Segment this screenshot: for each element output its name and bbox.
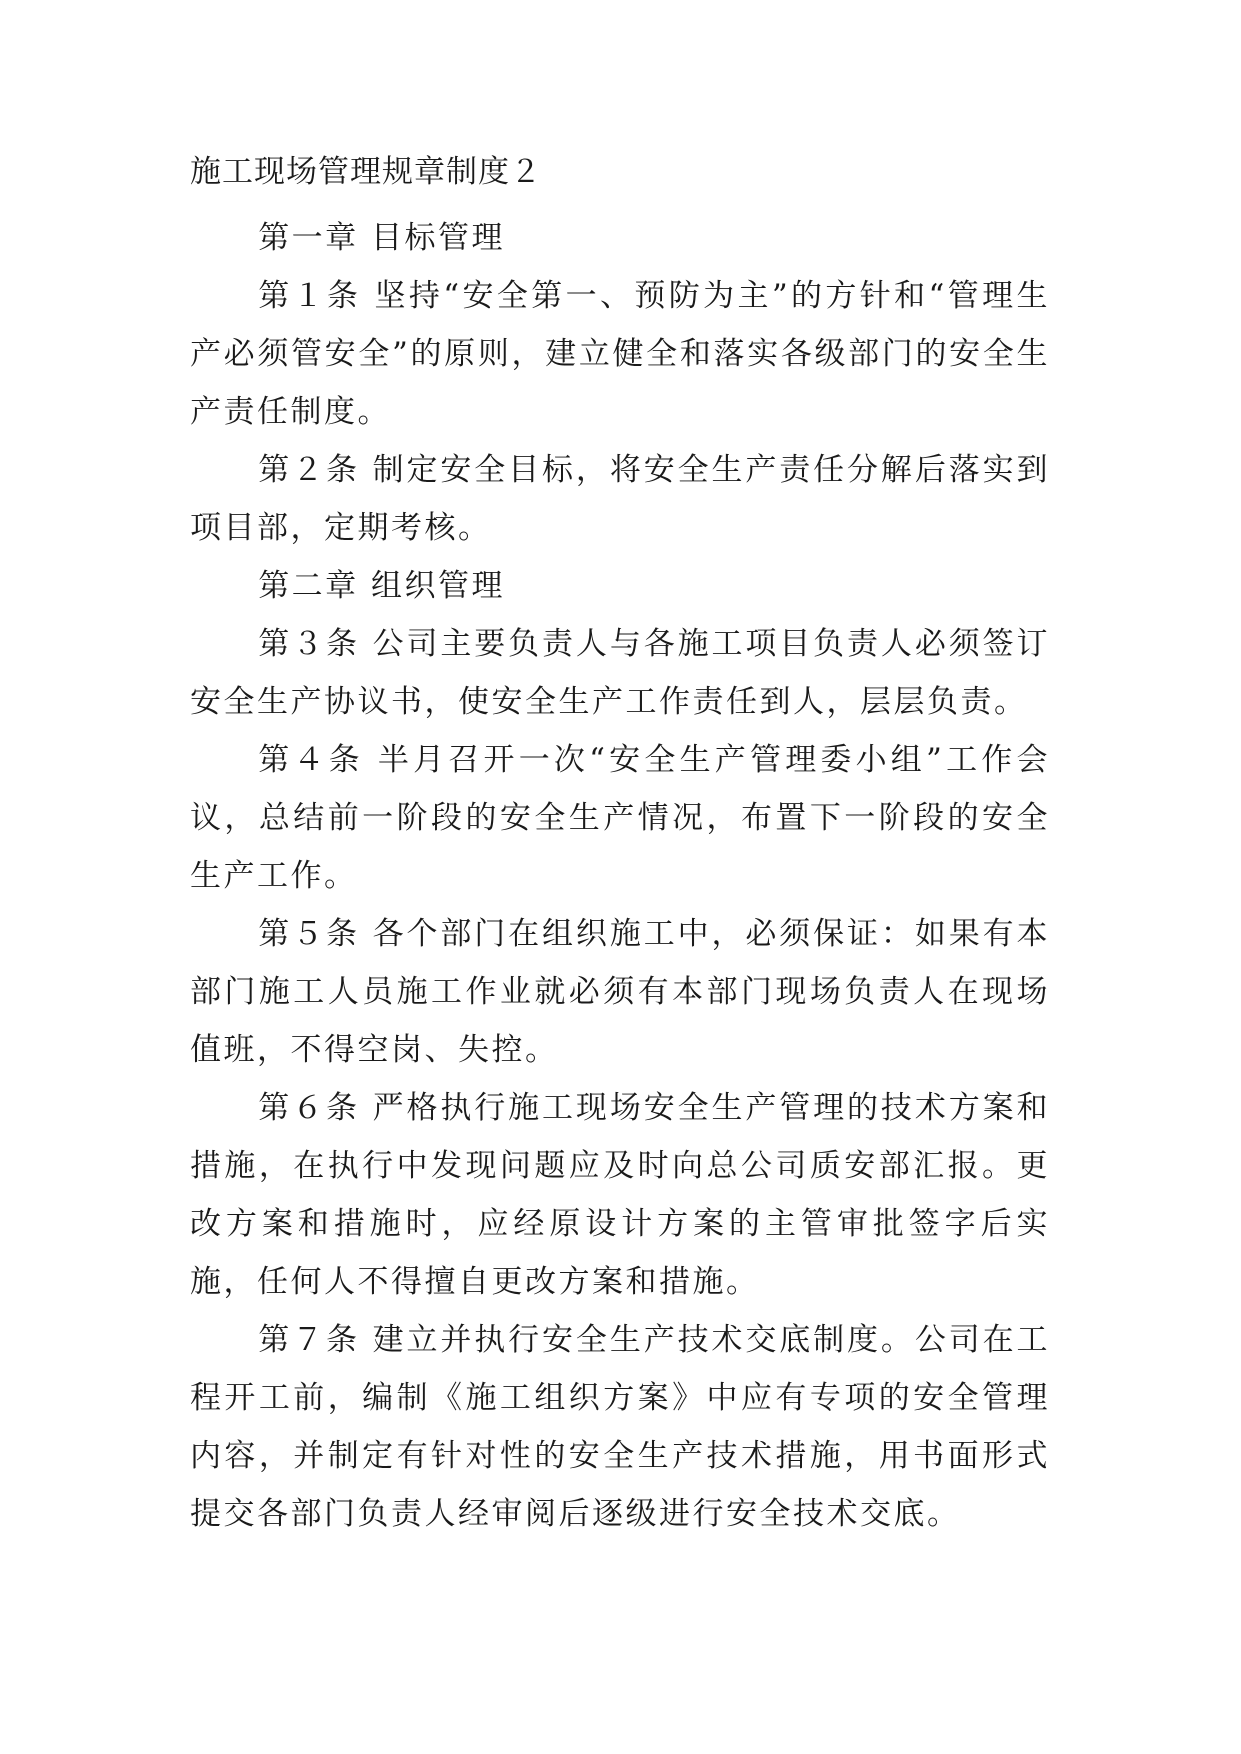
document-page [190,152,1050,1543]
article-5: 第５条 各个部门在组织施工中，必须保证：如果有本部门施工人员施工作业就必须有本部门现场负责人在现场值班，不得空岗、失控。 [190,916,1050,1068]
chapter-heading-1: 第一章 目标管理 [258,220,506,256]
article-7: 第７条 建立并执行安全生产技术交底制度。公司在工程开工前，编制《施工组织方案》中应有专项的安全管理内容，并制定有针对性的安全生产技术措施，用书面形式提交各部门负责人经审阅后逐级进行安全技术交底。 [190,1322,1050,1532]
article-3: 第３条 公司主要负责人与各施工项目负责人必须签订安全生产协议书，使安全生产工作责任到人，层层负责。 [190,626,1050,720]
chapter-heading-2: 第二章 组织管理 [258,568,506,604]
article-2: 第２条 制定安全目标，将安全生产责任分解后落实到项目部，定期考核。 [190,452,1050,546]
article-6: 第６条 严格执行施工现场安全生产管理的技术方案和措施，在执行中发现问题应及时向总公司质安部汇报。更改方案和措施时，应经原设计方案的主管审批签字后实施，任何人不得擅自更改方案和措施。 [190,1090,1050,1300]
article-4: 第４条 半月召开一次“安全生产管理委小组”工作会议，总结前一阶段的安全生产情况，布置下一阶段的安全生产工作。 [190,742,1050,894]
article-1: 第１条 坚持“安全第一、预防为主”的方针和“管理生产必须管安全”的原则，建立健全和落实各级部门的安全生产责任制度。 [190,278,1050,430]
document-title: 施工现场管理规章制度２ [190,154,542,190]
